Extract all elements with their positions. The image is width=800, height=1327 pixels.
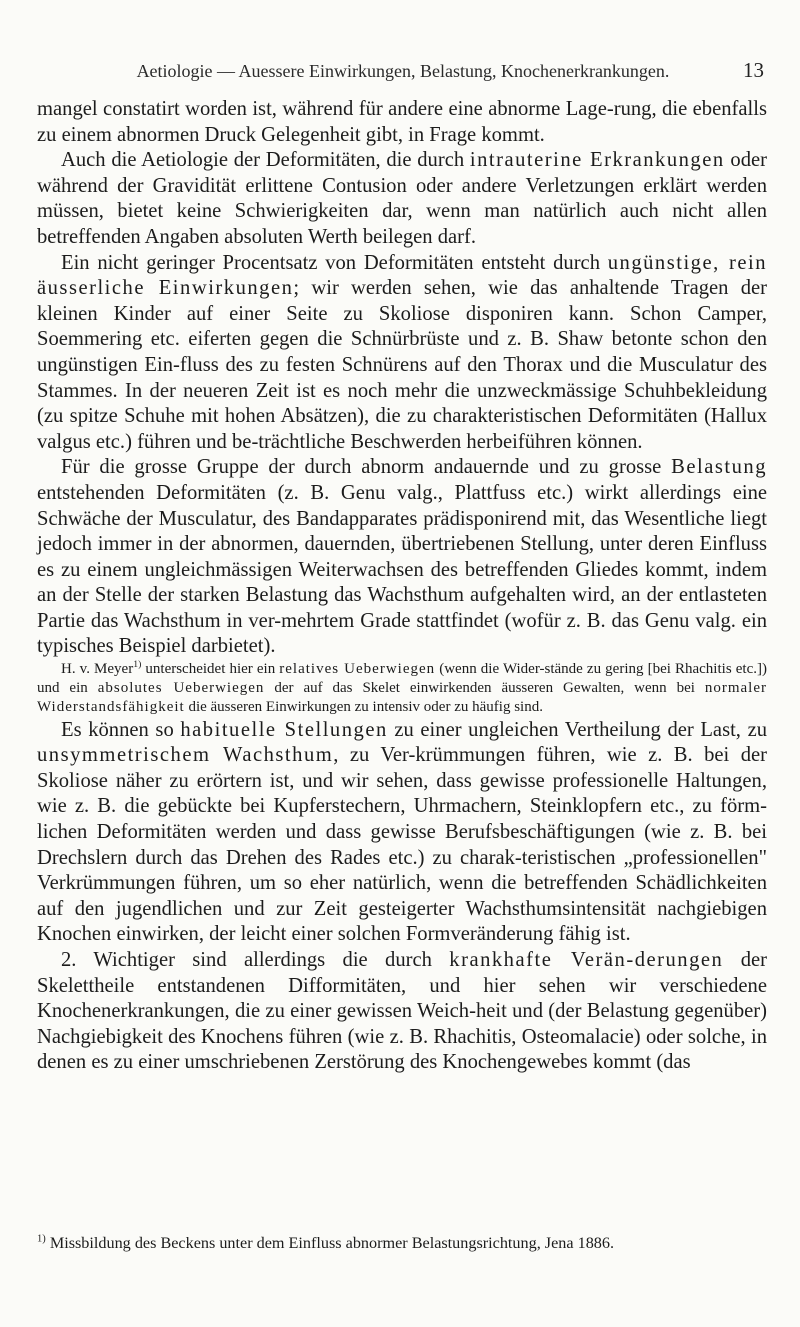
small-print-note [37, 660, 767, 718]
paragraph-4 [37, 455, 767, 660]
paragraph-5 [37, 718, 767, 948]
text-run: die äusseren Einwirkungen zu intensiv oder zu häufig sind. [184, 699, 543, 716]
spaced-emphasis: intrauterine Erkrankungen [469, 149, 725, 172]
page-number: 13 [743, 58, 764, 82]
text-run: Ein nicht geringer Procentsatz von Deformitäten entsteht durch [61, 251, 608, 274]
text-run: unterscheidet hier ein [141, 661, 280, 678]
spaced-emphasis: normaler Widerstandsfähigkeit [37, 680, 767, 716]
text-run: oder während der Gravidität erlittene Contusion oder andere Verletzungen erklärt werden müssen, bietet keine Schwierigkeiten dar, wenn man natürlich auch nicht allen betreffenden Angaben absoluten Werth beilegen darf. [37, 149, 767, 248]
text-run: zu einer ungleichen Vertheilung der Last, zu [387, 718, 768, 741]
spaced-emphasis: ungünstige, rein äusserliche Einwirkungen [37, 251, 767, 300]
text-run: , zu Ver-krümmungen führen, wie z. B. bei der Skoliose näher zu erörtern ist, und wir sehen, dass gewisse professionelle Haltungen, wie z. B. die gebückte bei Kupferstechern, Uhrmachern, Steinklopfern etc., zu förm-lichen Deformitäten werden und dass gewisse Berufsbeschäftigungen (wie z. B. bei Drechslern durch das Drehen des Rades etc.) zu charak-teristischen „professionellen" Verkrümmungen führen, um so eher natürlich, wenn die betreffenden Schädlichkeiten auf den jugendlichen und zur Zeit gesteigerter Wachsthumsintensität nachgiebigen Knochen einwirken, der leicht einer solchen Formveränderung fähig ist. [37, 744, 767, 946]
footnote-marker: 1) [133, 659, 142, 671]
footnote-text: Missbildung des Beckens unter dem Einfluss abnormer Belastungsrichtung, Jena 1886. [45, 1234, 615, 1252]
text-run: 2. Wichtiger sind allerdings die durch [61, 949, 450, 972]
paragraph-1: mangel constatirt worden ist, während für andere eine abnorme Lage-rung, die ebenfalls zu einem abnormen Druck Gelegenheit gibt, in Frage kommt. [37, 98, 767, 146]
text-run: der auf das Skelet einwirkenden äusseren Gewalten, wenn bei [264, 680, 705, 697]
text-run: Auch die Aetiologie der Deformitäten, die durch [61, 149, 470, 172]
text-run: ; wir werden sehen, wie das anhaltende Tragen der kleinen Kinder auf einer Seite zu Skoliose disponiren kann. Schon Camper, Soemmering etc. eiferten gegen die Schnürbrüste und z. B. Shaw betonte schon den ungünstigen Ein-fluss des zu festen Schnürens auf den Thorax und die Musculatur des Stammes. In der neueren Zeit ist es noch mehr die unzweckmässige Schuhbekleidung (zu spitze Schuhe mit hohen Absätzen), die zu charakteristischen Deformitäten (Hallux valgus etc.) führen und be-trächtliche Beschwerden herbeiführen können. [37, 277, 767, 453]
spaced-emphasis: absolutes Ueberwiegen [97, 680, 265, 697]
text-run: der Skelettheile entstandenen Difformitäten, und hier sehen wir verschiedene Knochenerkrankungen, die zu einer gewissen Weich-heit und (der Belastung gegenüber) Nachgiebigkeit des Knochens führen (wie z. B. Rhachitis, Osteomalacie) oder solche, in denen es zu einer umschriebenen Zerstörung des Knochengewebes kommt (das [37, 949, 767, 1074]
spaced-emphasis: relatives Ueberwiegen [279, 661, 436, 678]
text-run: H. v. Meyer [61, 661, 134, 678]
paragraph-3 [37, 251, 767, 456]
spaced-emphasis: habituelle Stellungen [180, 718, 388, 741]
footnote [37, 1233, 767, 1253]
text-run: entstehenden Deformitäten (z. B. Genu valg., Plattfuss etc.) wirkt allerdings eine Schwäche der Musculatur, des Bandapparates prädisponirend mit, das Wesentliche liegt jedoch immer in der abnormen, dauernden, übertriebenen Stellung, unter deren Einfluss es zu einem ungleichmässigen Weiterwachsen des betreffenden Gliedes kommt, indem an der Stelle der starken Belastung das Wachsthum aufgehalten wird, an der entlasteten Partie das Wachsthum in ver-mehrtem Grade stattfindet (wofür z. B. das Genu valg. ein typisches Beispiel darbietet). [37, 481, 767, 658]
main-text [37, 97, 767, 1076]
spaced-emphasis: Belastung [671, 456, 767, 479]
text-run: (wenn die Wider-stände zu gering [bei Rhachitis etc.]) und ein [37, 661, 767, 697]
text-run: Für die grosse Gruppe der durch abnorm andauernde und zu grosse [61, 456, 672, 479]
spaced-emphasis: krankhafte Verän-derungen [449, 949, 724, 972]
paragraph-2 [37, 148, 767, 250]
text-run: Es können so [61, 718, 181, 741]
spaced-emphasis: unsymmetrischem Wachsthum [37, 744, 334, 767]
paragraph-6 [37, 948, 767, 1076]
footnote-marker: 1) [37, 1233, 46, 1245]
running-header: Aetiologie — Auessere Einwirkungen, Belastung, Knochenerkrankungen. [136, 61, 670, 81]
